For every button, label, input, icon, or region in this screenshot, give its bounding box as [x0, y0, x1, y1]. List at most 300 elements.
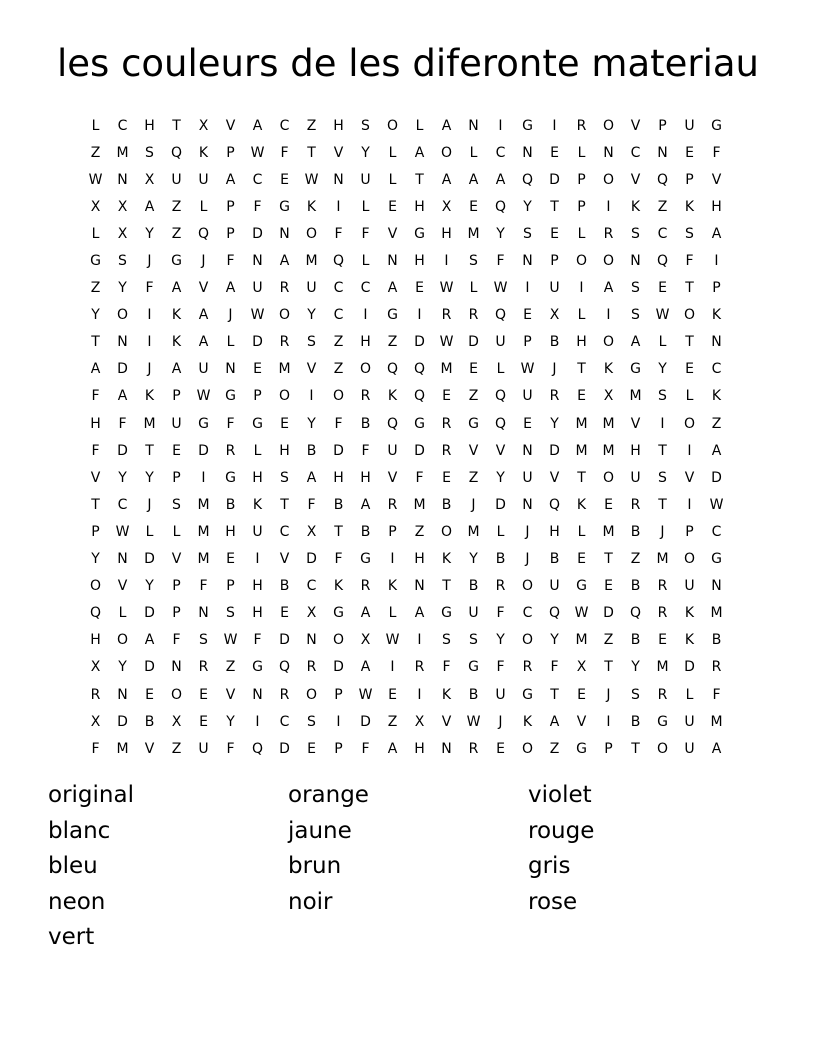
grid-letter: N	[522, 442, 533, 459]
grid-letter: V	[306, 361, 317, 378]
grid-letter: F	[91, 740, 100, 757]
grid-letter: P	[172, 469, 181, 486]
grid-letter: A	[144, 198, 155, 215]
grid-letter: U	[360, 171, 371, 188]
grid-letter: P	[172, 578, 181, 595]
grid-letter: B	[549, 334, 560, 351]
grid-letter: M	[575, 442, 588, 459]
grid-letter: B	[630, 632, 641, 649]
grid-letter: U	[468, 605, 479, 622]
grid-letter: F	[172, 632, 181, 649]
grid-letter: B	[630, 578, 641, 595]
word-list-item: rouge	[528, 817, 595, 844]
grid-letter: X	[441, 198, 452, 215]
grid-letter: E	[280, 415, 289, 432]
grid-letter: C	[630, 144, 641, 161]
grid-letter: E	[577, 686, 586, 703]
grid-letter: S	[523, 225, 532, 242]
grid-letter: U	[387, 442, 398, 459]
grid-letter: O	[683, 415, 696, 432]
grid-letter: S	[280, 469, 289, 486]
grid-letter: I	[201, 469, 206, 486]
grid-letter: M	[116, 144, 129, 161]
grid-letter: D	[117, 713, 128, 730]
grid-letter: V	[711, 171, 722, 188]
grid-letter: N	[306, 632, 317, 649]
grid-letter: N	[711, 578, 722, 595]
grid-letter: F	[91, 442, 100, 459]
grid-letter: D	[279, 740, 290, 757]
grid-letter: U	[495, 686, 506, 703]
grid-letter: F	[334, 415, 343, 432]
grid-letter: T	[145, 442, 154, 459]
grid-letter: P	[226, 225, 235, 242]
grid-letter: O	[440, 144, 453, 161]
grid-letter: A	[252, 117, 263, 134]
grid-letter: B	[441, 496, 452, 513]
grid-letter: V	[90, 469, 101, 486]
grid-letter: Q	[332, 253, 345, 270]
grid-letter: D	[495, 496, 506, 513]
grid-letter: Q	[89, 605, 102, 622]
grid-letter: I	[444, 253, 449, 270]
grid-letter: J	[606, 686, 611, 703]
grid-letter: H	[144, 117, 155, 134]
grid-letter: N	[468, 117, 479, 134]
grid-letter: U	[549, 578, 560, 595]
grid-letter: L	[577, 225, 586, 242]
grid-letter: Q	[548, 496, 561, 513]
grid-letter: I	[390, 551, 395, 568]
grid-letter: D	[144, 659, 155, 676]
grid-letter: O	[521, 578, 534, 595]
grid-letter: R	[630, 496, 641, 513]
grid-letter: F	[361, 740, 370, 757]
grid-letter: E	[685, 361, 694, 378]
grid-letter: O	[89, 578, 102, 595]
grid-letter: H	[414, 551, 425, 568]
grid-letter: F	[712, 144, 721, 161]
grid-letter: E	[280, 171, 289, 188]
grid-letter: H	[360, 334, 371, 351]
grid-letter: Q	[494, 388, 507, 405]
grid-letter: V	[171, 551, 182, 568]
grid-letter: F	[496, 659, 505, 676]
grid-letter: F	[712, 686, 721, 703]
grid-letter: M	[602, 442, 615, 459]
grid-letter: T	[685, 334, 694, 351]
grid-letter: L	[172, 523, 181, 540]
grid-letter: E	[442, 469, 451, 486]
grid-letter: N	[117, 171, 128, 188]
grid-letter: K	[522, 713, 533, 730]
grid-letter: K	[171, 307, 182, 324]
grid-letter: L	[388, 171, 397, 188]
grid-letter: D	[333, 659, 344, 676]
grid-letter: D	[333, 442, 344, 459]
puzzle-title: les couleurs de les diferonte materiau	[56, 42, 760, 85]
grid-letter: D	[414, 334, 425, 351]
grid-letter: G	[279, 198, 290, 215]
grid-letter: I	[417, 307, 422, 324]
grid-letter: D	[117, 361, 128, 378]
grid-letter: H	[252, 605, 263, 622]
grid-letter: P	[658, 117, 667, 134]
grid-letter: F	[118, 415, 127, 432]
letter-grid	[82, 112, 730, 762]
grid-letter: R	[522, 659, 533, 676]
grid-letter: F	[226, 415, 235, 432]
grid-letter: M	[710, 713, 723, 730]
grid-letter: G	[90, 253, 101, 270]
grid-letter: X	[117, 198, 128, 215]
grid-letter: O	[116, 632, 129, 649]
grid-letter: A	[711, 740, 722, 757]
grid-letter: W	[88, 171, 103, 188]
grid-letter: P	[172, 388, 181, 405]
grid-letter: C	[495, 144, 506, 161]
grid-letter: K	[441, 686, 452, 703]
grid-letter: L	[496, 523, 505, 540]
grid-letter: M	[575, 415, 588, 432]
grid-letter: V	[441, 713, 452, 730]
grid-letter: C	[711, 523, 722, 540]
grid-letter: R	[711, 659, 722, 676]
grid-letter: Q	[629, 605, 642, 622]
grid-letter: U	[306, 280, 317, 297]
grid-letter: K	[630, 198, 641, 215]
grid-letter: T	[658, 496, 667, 513]
grid-letter: Y	[469, 551, 478, 568]
grid-letter: T	[550, 198, 559, 215]
grid-letter: A	[711, 225, 722, 242]
grid-letter: P	[685, 523, 694, 540]
grid-letter: L	[469, 144, 478, 161]
grid-letter: S	[199, 632, 208, 649]
grid-letter: U	[522, 388, 533, 405]
grid-letter: L	[658, 334, 667, 351]
grid-letter: A	[171, 361, 182, 378]
grid-letter: V	[387, 469, 398, 486]
grid-letter: R	[306, 659, 317, 676]
grid-letter: M	[710, 605, 723, 622]
grid-letter: R	[657, 686, 668, 703]
grid-letter: W	[250, 307, 265, 324]
grid-letter: H	[252, 578, 263, 595]
grid-letter: B	[468, 686, 479, 703]
grid-letter: R	[576, 117, 587, 134]
grid-letter: I	[660, 415, 665, 432]
grid-letter: J	[525, 523, 530, 540]
grid-letter: T	[307, 144, 316, 161]
grid-letter: M	[467, 523, 480, 540]
grid-letter: H	[252, 469, 263, 486]
grid-letter: R	[657, 605, 668, 622]
grid-letter: E	[469, 198, 478, 215]
grid-letter: W	[358, 686, 373, 703]
grid-letter: D	[549, 171, 560, 188]
grid-letter: K	[711, 388, 722, 405]
word-list	[48, 778, 768, 956]
grid-letter: F	[280, 144, 289, 161]
grid-letter: F	[442, 659, 451, 676]
grid-letter: I	[390, 659, 395, 676]
grid-letter: O	[683, 551, 696, 568]
grid-letter: K	[684, 605, 695, 622]
grid-letter: M	[197, 551, 210, 568]
word-list-item: violet	[528, 782, 592, 808]
grid-letter: L	[496, 361, 505, 378]
grid-letter: B	[225, 496, 236, 513]
grid-letter: W	[304, 171, 319, 188]
grid-letter: I	[147, 307, 152, 324]
grid-letter: K	[387, 578, 398, 595]
grid-letter: I	[606, 713, 611, 730]
grid-letter: M	[413, 496, 426, 513]
grid-letter: S	[658, 388, 667, 405]
grid-letter: G	[225, 388, 236, 405]
grid-letter: N	[225, 361, 236, 378]
grid-letter: C	[117, 496, 128, 513]
grid-letter: N	[387, 253, 398, 270]
grid-letter: D	[468, 334, 479, 351]
grid-letter: R	[441, 307, 452, 324]
grid-letter: F	[415, 469, 424, 486]
grid-letter: D	[144, 551, 155, 568]
grid-letter: O	[602, 171, 615, 188]
grid-letter: W	[115, 523, 130, 540]
grid-letter: I	[147, 334, 152, 351]
grid-letter: I	[309, 388, 314, 405]
grid-letter: W	[655, 307, 670, 324]
grid-letter: A	[495, 171, 506, 188]
grid-letter: S	[145, 144, 154, 161]
grid-letter: K	[576, 496, 587, 513]
grid-letter: R	[603, 225, 614, 242]
grid-letter: L	[577, 144, 586, 161]
grid-letter: U	[549, 280, 560, 297]
grid-letter: I	[336, 198, 341, 215]
grid-letter: O	[521, 740, 534, 757]
grid-letter: B	[333, 496, 344, 513]
grid-letter: V	[468, 442, 479, 459]
grid-letter: Q	[656, 171, 669, 188]
grid-letter: O	[278, 388, 291, 405]
grid-letter: V	[495, 442, 506, 459]
grid-letter: A	[117, 388, 128, 405]
grid-letter: S	[631, 307, 640, 324]
grid-letter: B	[144, 713, 155, 730]
grid-letter: W	[439, 334, 454, 351]
grid-letter: E	[523, 415, 532, 432]
grid-letter: O	[332, 388, 345, 405]
grid-letter: O	[521, 632, 534, 649]
grid-letter: G	[441, 605, 452, 622]
grid-letter: A	[468, 171, 479, 188]
grid-letter: F	[496, 253, 505, 270]
grid-letter: M	[197, 523, 210, 540]
grid-letter: O	[683, 307, 696, 324]
grid-letter: E	[658, 632, 667, 649]
grid-letter: C	[657, 225, 668, 242]
grid-letter: M	[575, 632, 588, 649]
grid-letter: Z	[387, 334, 398, 351]
grid-letter: G	[576, 578, 587, 595]
grid-letter: P	[253, 388, 262, 405]
word-list-item: noir	[288, 888, 333, 915]
grid-letter: D	[360, 713, 371, 730]
grid-letter: R	[360, 578, 371, 595]
grid-letter: M	[278, 361, 291, 378]
grid-letter: U	[252, 280, 263, 297]
grid-letter: O	[116, 307, 129, 324]
grid-letter: D	[117, 442, 128, 459]
grid-letter: I	[363, 307, 368, 324]
grid-letter: Z	[333, 361, 344, 378]
grid-letter: Y	[91, 551, 100, 568]
grid-letter: Y	[118, 659, 127, 676]
grid-letter: K	[387, 388, 398, 405]
grid-letter: X	[90, 659, 101, 676]
grid-letter: A	[144, 632, 155, 649]
grid-letter: Z	[225, 659, 236, 676]
word-list-item: jaune	[288, 817, 352, 844]
grid-letter: K	[333, 578, 344, 595]
grid-letter: U	[630, 469, 641, 486]
grid-letter: B	[711, 632, 722, 649]
grid-letter: Q	[494, 415, 507, 432]
grid-letter: M	[602, 523, 615, 540]
grid-letter: T	[577, 361, 586, 378]
grid-letter: F	[334, 551, 343, 568]
grid-letter: B	[360, 415, 371, 432]
grid-letter: A	[279, 253, 290, 270]
grid-letter: P	[550, 253, 559, 270]
grid-letter: M	[305, 253, 318, 270]
grid-letter: W	[223, 632, 238, 649]
grid-letter: E	[388, 686, 397, 703]
grid-letter: W	[385, 632, 400, 649]
grid-letter: Y	[226, 713, 235, 730]
word-list-item: rose	[528, 888, 578, 915]
grid-letter: I	[606, 307, 611, 324]
grid-letter: Y	[145, 225, 154, 242]
grid-letter: N	[117, 334, 128, 351]
grid-letter: N	[252, 253, 263, 270]
grid-letter: D	[603, 605, 614, 622]
grid-letter: Y	[118, 280, 127, 297]
grid-letter: S	[118, 253, 127, 270]
grid-letter: H	[711, 198, 722, 215]
grid-letter: X	[117, 225, 128, 242]
grid-letter: W	[466, 713, 481, 730]
grid-letter: E	[172, 442, 181, 459]
grid-letter: T	[577, 469, 586, 486]
grid-letter: V	[279, 551, 290, 568]
grid-letter: F	[334, 225, 343, 242]
grid-letter: E	[442, 388, 451, 405]
grid-letter: Y	[91, 307, 100, 324]
grid-letter: R	[441, 415, 452, 432]
grid-letter: R	[495, 578, 506, 595]
grid-letter: F	[253, 198, 262, 215]
grid-letter: J	[525, 551, 530, 568]
grid-letter: L	[415, 117, 424, 134]
grid-letter: E	[658, 280, 667, 297]
grid-letter: O	[575, 253, 588, 270]
grid-letter: E	[307, 740, 316, 757]
grid-letter: N	[414, 578, 425, 595]
grid-letter: K	[198, 144, 209, 161]
grid-letter: N	[630, 253, 641, 270]
grid-letter: Q	[251, 740, 264, 757]
grid-letter: L	[685, 388, 694, 405]
grid-letter: J	[147, 361, 152, 378]
grid-letter: Q	[494, 307, 507, 324]
grid-letter: I	[579, 280, 584, 297]
grid-letter: Q	[521, 171, 534, 188]
grid-letter: G	[414, 415, 425, 432]
grid-letter: X	[306, 605, 317, 622]
grid-letter: T	[334, 523, 343, 540]
grid-letter: A	[225, 280, 236, 297]
grid-letter: J	[147, 496, 152, 513]
grid-letter: G	[252, 415, 263, 432]
grid-letter: D	[414, 442, 425, 459]
grid-letter: X	[306, 523, 317, 540]
grid-letter: S	[631, 280, 640, 297]
grid-letter: F	[145, 280, 154, 297]
grid-letter: A	[90, 361, 101, 378]
grid-letter: R	[549, 388, 560, 405]
grid-letter: R	[387, 496, 398, 513]
grid-letter: Y	[145, 469, 154, 486]
grid-letter: Y	[550, 415, 559, 432]
grid-letter: G	[468, 659, 479, 676]
grid-letter: Z	[468, 469, 479, 486]
grid-letter: F	[361, 442, 370, 459]
grid-letter: O	[305, 686, 318, 703]
grid-letter: M	[629, 388, 642, 405]
grid-letter: A	[306, 469, 317, 486]
grid-letter: Q	[386, 415, 399, 432]
grid-letter: T	[172, 117, 181, 134]
grid-letter: E	[496, 740, 505, 757]
grid-letter: P	[226, 198, 235, 215]
word-list-item: neon	[48, 888, 106, 915]
grid-letter: L	[199, 198, 208, 215]
grid-letter: Z	[603, 632, 614, 649]
grid-letter: Z	[657, 198, 668, 215]
grid-letter: E	[415, 280, 424, 297]
grid-letter: Z	[414, 523, 425, 540]
grid-letter: F	[685, 253, 694, 270]
grid-letter: C	[333, 280, 344, 297]
grid-letter: S	[307, 334, 316, 351]
grid-letter: J	[201, 253, 206, 270]
grid-letter: Z	[387, 713, 398, 730]
grid-letter: Y	[496, 469, 505, 486]
grid-letter: P	[523, 334, 532, 351]
grid-letter: T	[685, 280, 694, 297]
grid-letter: N	[603, 144, 614, 161]
grid-letter: W	[196, 388, 211, 405]
grid-letter: S	[307, 713, 316, 730]
grid-letter: W	[493, 280, 508, 297]
grid-letter: Z	[171, 225, 182, 242]
grid-letter: P	[91, 523, 100, 540]
grid-letter: T	[604, 659, 613, 676]
